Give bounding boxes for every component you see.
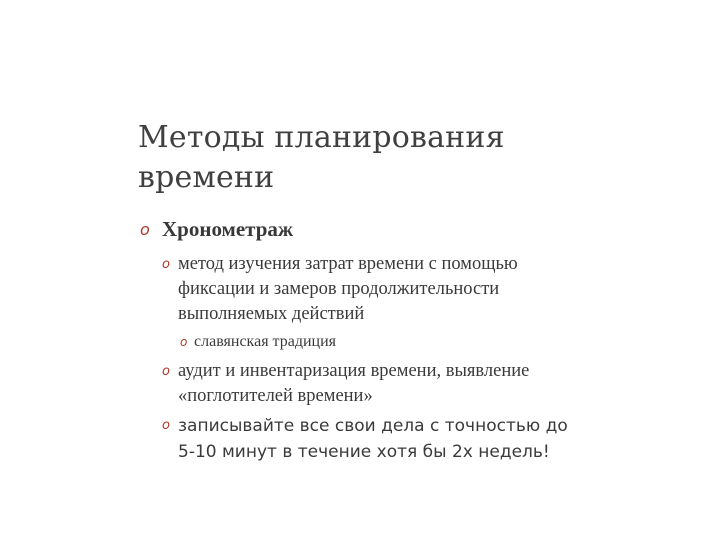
bullet-text: записывайте все свои дела с точностью до 5-10 минут в течение хотя бы 2х недель! [178, 416, 568, 462]
bullet-icon: o [140, 220, 150, 239]
slide-title: Методы планирования времени [138, 120, 505, 195]
bullet-item-level2 [140, 359, 590, 409]
bullet-icon: o [162, 257, 170, 272]
bullet-item-level3 [140, 331, 590, 353]
bullet-text: метод изучения затрат времени с помощью фиксации и замеров продолжительности выполняемых действий [178, 254, 518, 324]
bullet-item-level1 [140, 216, 590, 242]
bullet-item-level2 [140, 413, 590, 465]
bullet-text: аудит и инвентаризация времени, выявление «поглотителей времени» [178, 361, 530, 406]
bullet-icon: o [162, 364, 170, 379]
bullet-item-level2 [140, 252, 590, 327]
bullet-text: Хронометраж [162, 217, 294, 241]
bullet-text: славянская традиция [194, 333, 337, 350]
bullet-icon: o [162, 418, 170, 433]
slide-content [140, 216, 590, 469]
bullet-icon: o [180, 335, 188, 349]
